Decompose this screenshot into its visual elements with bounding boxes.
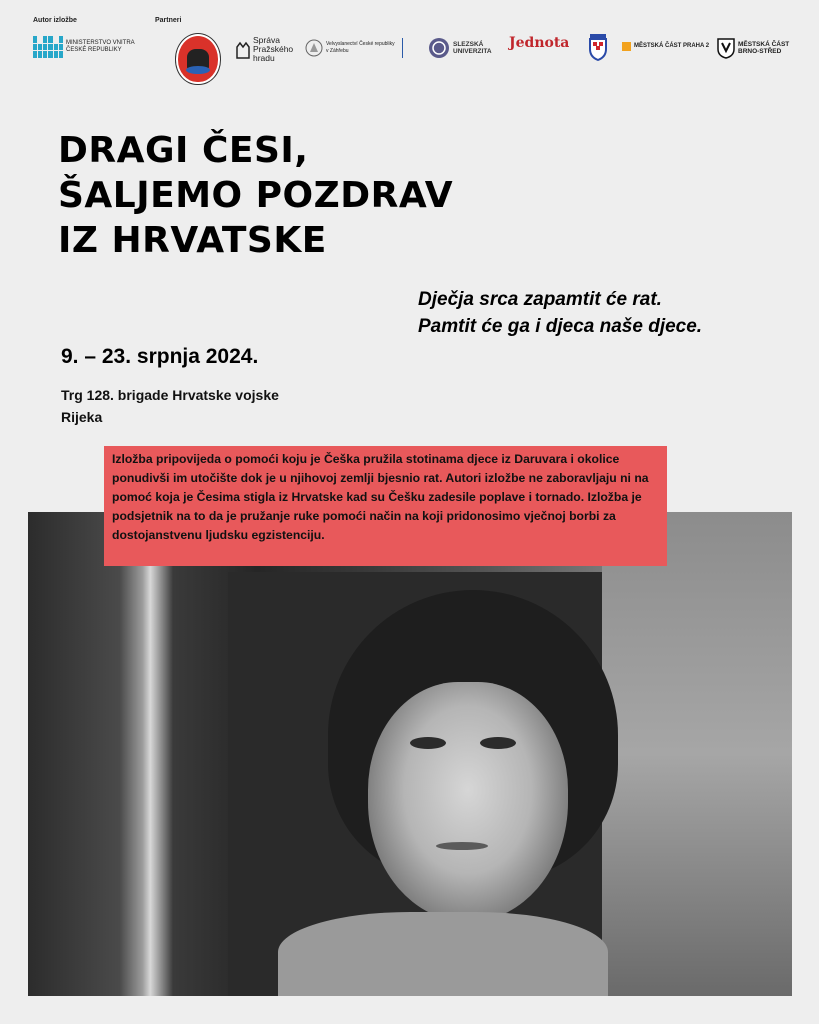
poster-title bbox=[58, 128, 453, 263]
logo-mvcr bbox=[33, 36, 135, 58]
mvcr-logo-icon bbox=[33, 36, 63, 58]
logo-praha-2 bbox=[622, 42, 709, 51]
event-location bbox=[61, 384, 279, 428]
mvcr-logo-text: MINISTERSTVO VNITRA ČESKÉ REPUBLIKY bbox=[66, 40, 135, 53]
brno-stred-text: MĚSTSKÁ ČÁST BRNO-STŘED bbox=[738, 41, 790, 55]
brno-crest-icon bbox=[717, 37, 735, 59]
logo-jednota bbox=[509, 35, 570, 51]
logo-slezska-univerzita bbox=[428, 37, 492, 59]
quote bbox=[418, 286, 702, 340]
logo-brno-stred bbox=[717, 37, 789, 59]
praha-2-mark-icon bbox=[622, 42, 631, 51]
cz-embassy-text: Velvyslanectví České republiky v Záhřebu bbox=[326, 41, 395, 54]
exhibition-description: Izložba pripovijeda o pomoći koju je Češka pružila stotinama djece iz Daruvara i okolice ponudivši im utočište dok je u njihovoj zemlji bjesnio rat. Autori izložbe ne zaboravljaju ni na pomoć koja je Česima stigla iz Hrvatske kad su Češku zadesile poplave i tornado. Izložba je podsjetnik na to da je pružanje ruke pomoći način na koji pridonosimo vječnoj borbi za dostojanstvenu ljudsku egzistenciju. bbox=[104, 446, 667, 566]
croatian-crest-icon bbox=[588, 33, 608, 61]
logo-prazsky-hrad bbox=[236, 36, 293, 63]
event-dates: 9. – 23. srpnja 2024. bbox=[61, 345, 259, 368]
title-line-2: ŠALJEMO POZDRAV bbox=[58, 175, 454, 216]
author-label: Autor izložbe bbox=[33, 17, 77, 24]
quote-line-2: Pamtit će ga i djeca naše djece. bbox=[418, 316, 703, 337]
slezska-univerzita-text: SLEZSKÁ UNIVERZITA bbox=[453, 41, 492, 55]
rijeka-crest-icon bbox=[176, 34, 220, 84]
title-line-3: IZ HRVATSKE bbox=[58, 220, 327, 261]
logo-croatian-crest bbox=[588, 33, 608, 61]
child-photo bbox=[28, 512, 792, 996]
lion-emblem-icon bbox=[305, 38, 323, 58]
event-city: Rijeka bbox=[61, 409, 103, 425]
title-line-1: DRAGI ČESI, bbox=[58, 130, 309, 171]
castle-icon bbox=[236, 41, 250, 59]
praha-2-text: MĚSTSKÁ ČÁST PRAHA 2 bbox=[634, 43, 710, 49]
embassy-divider bbox=[402, 38, 403, 58]
university-seal-icon bbox=[428, 37, 450, 59]
event-venue: Trg 128. brigade Hrvatske vojske bbox=[61, 387, 279, 403]
jednota-text: Jednota bbox=[509, 35, 570, 51]
partners-label: Partneri bbox=[155, 17, 182, 24]
logo-cz-embassy bbox=[305, 38, 403, 58]
prazsky-hrad-text: Správa Pražského hradu bbox=[253, 35, 294, 63]
quote-line-1: Dječja srca zapamtit će rat. bbox=[418, 289, 662, 310]
